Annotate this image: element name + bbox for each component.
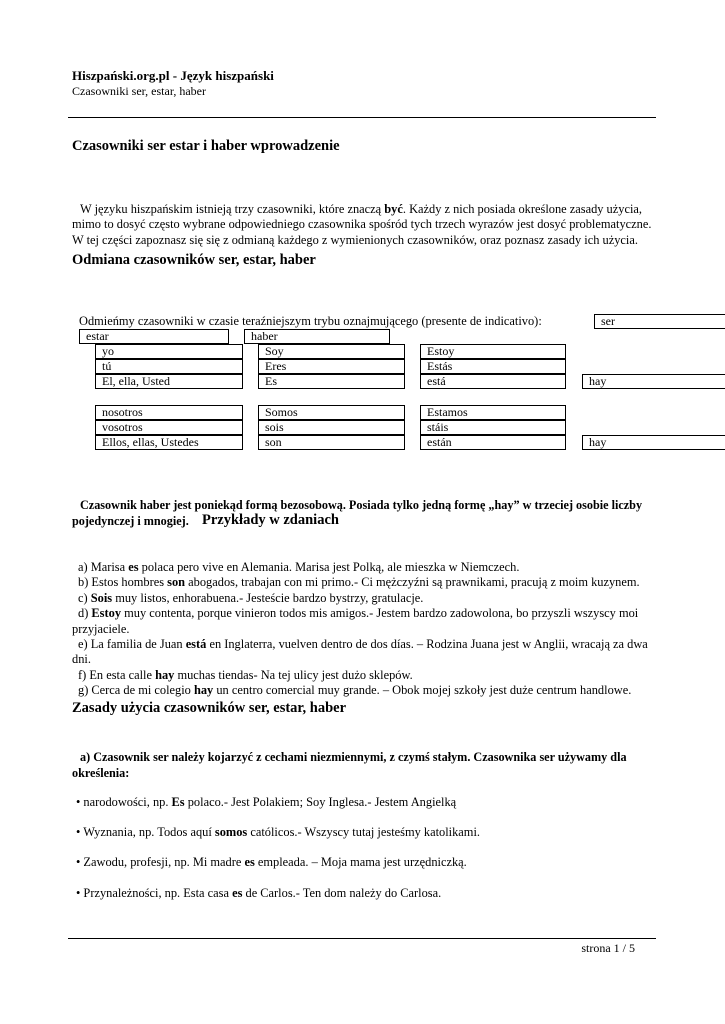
header-haber: haber — [244, 329, 390, 344]
example-item: f) En esta calle hay muchas tiendas- Na tej ulicy jest dużo sklepów. — [78, 667, 413, 682]
site-subtitle: Czasowniki ser, estar, haber — [72, 84, 206, 98]
pronoun-cell: yo — [95, 344, 243, 359]
rule-bullet: • Wyznania, np. Todos aquí somos católicos.- Wszyscy tutaj jesteśmy katolikami. — [76, 825, 480, 839]
example-item: c) Sois muy listos, enhorabuena.- Jesteście bardzo bystrzy, gratulacje. — [78, 590, 424, 605]
ser-form-cell: Es — [258, 374, 405, 389]
footer-divider — [68, 938, 656, 939]
section-title-intro: Czasowniki ser estar i haber wprowadzenie — [72, 138, 340, 154]
rule-a: a) Czasownik ser należy kojarzyć z cechami niezmiennymi, z czymś stałym. Czasownika ser używamy dla określenia: — [72, 750, 627, 780]
intro-text-before: W języku hiszpańskim istnieją trzy czasowniki, które znaczą — [80, 202, 385, 216]
section-title-examples: Przykłady w zdaniach — [202, 512, 339, 528]
haber-note: Czasownik haber jest poniekąd formą bezosobową. Posiada tylko jedną formę „hay” w trzeciej osobie liczby pojedynczej i mnogiej. — [72, 498, 643, 528]
example-item: a) Marisa es polaca pero vive en Alemania. Marisa jest Polką, ale mieszka w Niemczech. — [78, 560, 520, 574]
header-estar: estar — [79, 329, 229, 344]
intro-paragraph — [72, 202, 664, 248]
rule-bullet: • Zawodu, profesji, np. Mi madre es empleada. – Moja mama jest urzędniczką. — [76, 855, 467, 869]
ser-form-cell: Soy — [258, 344, 405, 359]
section-title-rules: Zasady użycia czasowników ser, estar, haber — [72, 700, 347, 716]
ser-form-cell: sois — [258, 420, 405, 435]
intro-text-bold: być — [384, 202, 403, 216]
estar-form-cell: Estoy — [420, 344, 566, 359]
pronoun-cell: nosotros — [95, 405, 243, 420]
estar-form-cell: stáis — [420, 420, 566, 435]
pronoun-cell: El, ella, Usted — [95, 374, 243, 389]
estar-form-cell: Estamos — [420, 405, 566, 420]
site-title: Hiszpański.org.pl - Język hiszpański — [72, 68, 274, 83]
estar-form-cell: están — [420, 435, 566, 450]
rule-bullet: • narodowości, np. Es polaco.- Jest Polakiem; Soy Inglesa.- Jestem Angielką — [76, 795, 457, 809]
pronoun-cell: Ellos, ellas, Ustedes — [95, 435, 243, 450]
intro-text-after: . Każdy z nich posiada określone zasady użycia, mimo to dosyć często wybrane odpowiedniego czasownika spośród tych trzech wyrazów jest dosyć problematyczne. W tej części zapoznasz się się z odmianą każdego z wymienionych czasowników, oraz poznasz zasady ich użycia. — [72, 202, 652, 247]
pronoun-cell: vosotros — [95, 420, 243, 435]
section-title-conjugation: Odmiana czasowników ser, estar, haber — [72, 252, 316, 268]
rule-bullet: • Przynależności, np. Esta casa es de Carlos.- Ten dom należy do Carlosa. — [76, 886, 442, 900]
ser-form-cell: son — [258, 435, 405, 450]
ser-form-cell: Somos — [258, 405, 405, 420]
haber-form-cell: hay — [582, 435, 725, 450]
table-intro: Odmieńmy czasowniki w czasie teraźniejszym trybu oznajmującego (presente de indicativo): — [79, 314, 542, 328]
example-item: d) Estoy muy contenta, porque vinieron todos mis amigos.- Jestem bardzo zadowolona, bo przyszli wszyscy moi przyjaciele. — [72, 606, 639, 636]
header-ser: ser — [594, 314, 725, 329]
estar-form-cell: está — [420, 374, 566, 389]
examples-list — [72, 560, 666, 699]
haber-form-cell: hay — [582, 374, 725, 389]
estar-form-cell: Estás — [420, 359, 566, 374]
example-item: e) La familia de Juan está en Inglaterra, vuelven dentro de dos días. – Rodzina Juana jest w Anglii, wracają za dwa dni. — [72, 637, 648, 667]
header-divider — [68, 117, 656, 118]
ser-form-cell: Eres — [258, 359, 405, 374]
pronoun-cell: tú — [95, 359, 243, 374]
example-item: b) Estos hombres son abogados, trabajan con mi primo.- Ci mężczyźni są prawnikami, pracują z moim kuzynem. — [78, 575, 640, 590]
example-item: g) Cerca de mi colegio hay un centro comercial muy grande. – Obok mojej szkoły jest duże centrum handlowe. — [78, 683, 632, 698]
page-number: strona 1 / 5 — [581, 941, 635, 955]
